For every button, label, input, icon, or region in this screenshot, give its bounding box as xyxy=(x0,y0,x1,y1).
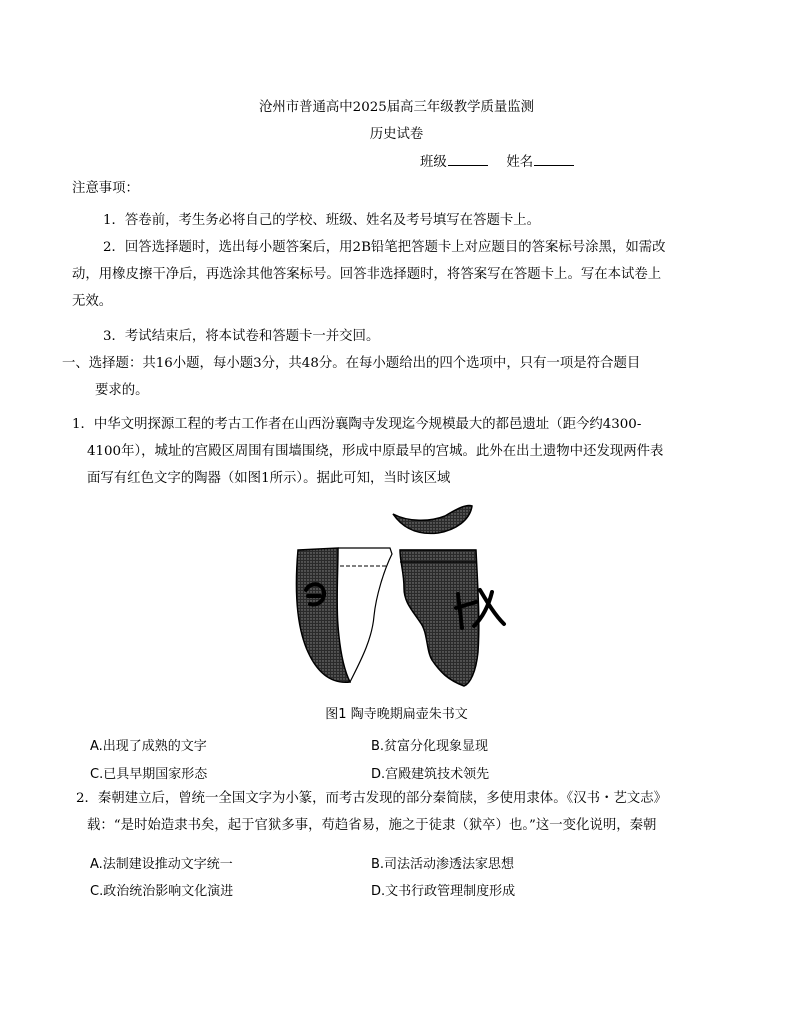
section-heading-line-1: 一、选择题：共16小题，每小题3分，共48分。在每小题给出的四个选项中，只有一项是符合题目 xyxy=(62,356,641,371)
exam-subject: 历史试卷 xyxy=(369,127,424,142)
q1-stem-line-1: 1．中华文明探源工程的考古工作者在山西汾襄陶寺发现迄今规模最大的都邑遗址（距今约4300- xyxy=(72,417,642,432)
figure-1-caption: 图1 陶寺晚期扁壶朱书文 xyxy=(325,707,468,722)
class-label: 班级 xyxy=(420,155,447,170)
q1-stem-line-3: 面写有红色文字的陶器（如图1所示）。据此可知，当时该区域 xyxy=(87,471,451,486)
pottery-left-fragment xyxy=(296,548,350,682)
class-blank xyxy=(448,151,488,166)
q1-option-a[interactable]: A.出现了成熟的文字 xyxy=(90,739,207,754)
class-name-fields xyxy=(420,151,574,170)
q2-option-a[interactable]: A.法制建设推动文字统一 xyxy=(90,857,233,872)
notice-item-2-line-1: 2．回答选择题时，选出每小题答案后，用2B铅笔把答题卡上对应题目的答案标号涂黑，如需改 xyxy=(103,240,666,255)
q2-option-d[interactable]: D.文书行政管理制度形成 xyxy=(371,884,516,899)
pottery-lid-fragment xyxy=(393,505,472,533)
name-blank xyxy=(534,151,574,166)
pottery-left-outline xyxy=(338,548,392,682)
notice-item-2-line-2: 动，用橡皮擦干净后，再选涂其他答案标号。回答非选择题时，将答案写在答题卡上。写在本试卷上 xyxy=(72,267,662,282)
q1-option-d[interactable]: D.宫殿建筑技术领先 xyxy=(371,767,490,782)
q1-stem-line-2: 4100年），城址的宫殿区周围有围墙围绕，形成中原最早的宫城。此外在出土遗物中还发现两件表 xyxy=(87,444,664,459)
q2-option-b[interactable]: B.司法活动渗透法家思想 xyxy=(371,857,515,872)
section-heading-line-2: 要求的。 xyxy=(95,383,149,398)
q2-stem-line-1: 2．秦朝建立后，曾统一全国文字为小篆，而考古发现的部分秦简牍，多使用隶体。《汉书・艺文志》 xyxy=(76,791,668,806)
notice-heading: 注意事项： xyxy=(72,181,139,196)
pottery-figure xyxy=(280,492,520,690)
notice-item-2-line-3: 无效。 xyxy=(72,294,113,309)
q2-option-c[interactable]: C.政治统治影响文化演进 xyxy=(90,884,234,899)
notice-item-1: 1．答卷前，考生务必将自己的学校、班级、姓名及考号填写在答题卡上。 xyxy=(103,213,541,228)
name-label: 姓名 xyxy=(506,155,534,170)
q2-stem-line-2: 载：“是时始造隶书矣，起于官狱多事，苟趋省易，施之于徒隶（狱卒）也。”这一变化说明，秦朝 xyxy=(87,818,657,833)
pottery-right-fragment xyxy=(400,550,479,686)
exam-title: 沧州市普通高中2025届高三年级教学质量监测 xyxy=(258,100,535,115)
notice-item-3: 3．考试结束后，将本试卷和答题卡一并交回。 xyxy=(103,329,380,344)
q1-option-b[interactable]: B.贫富分化现象显现 xyxy=(371,739,489,754)
q1-option-c[interactable]: C.已具早期国家形态 xyxy=(90,767,208,782)
